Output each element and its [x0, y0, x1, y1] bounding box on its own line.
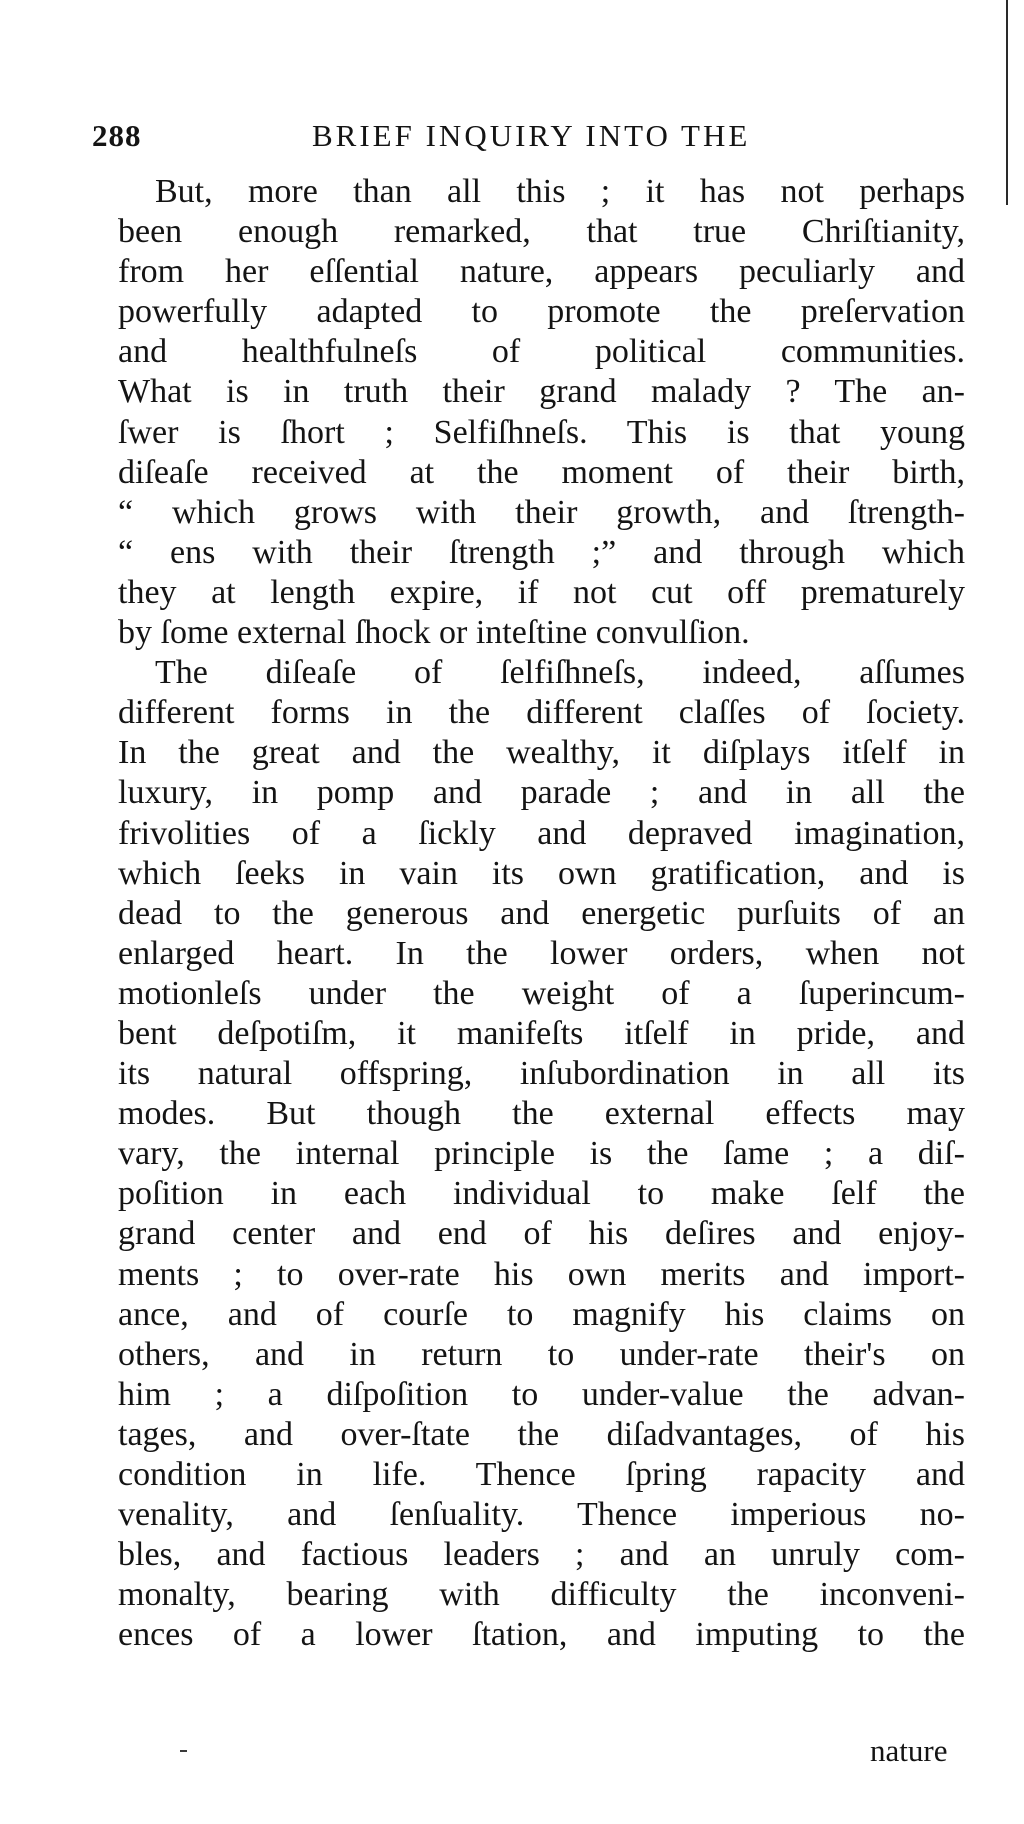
text-line: others, and in return to under-rate their's on [118, 1335, 965, 1373]
text-line: grand center and end of his deſires and enjoy- [118, 1215, 965, 1253]
text-line: ſwer is ſhort ; Selfiſhneſs. This is that young [118, 413, 965, 451]
text-line: “ ens with their ſtrength ;” and through which [118, 533, 965, 571]
text-line: by ſome external ſhock or inteſtine convulſion. [118, 614, 750, 652]
page-header [92, 118, 812, 158]
text-line: from her eſſential nature, appears peculiarly and [118, 253, 965, 291]
text-line: frivolities of a ſickly and depraved imagination, [118, 814, 965, 852]
page-number: 288 [92, 118, 142, 153]
text-line: they at length expire, if not cut off prematurely [118, 573, 965, 611]
text-line: tages, and over-ſtate the diſadvantages, of his [118, 1415, 965, 1453]
text-line: venality, and ſenſuality. Thence imperious no- [118, 1496, 965, 1534]
text-line: luxury, in pomp and parade ; and in all the [118, 774, 965, 812]
text-line: The diſeaſe of ſelfiſhneſs, indeed, aſſumes [155, 654, 965, 692]
text-line: vary, the internal principle is the ſame ; a diſ- [118, 1135, 965, 1173]
text-line: which ſeeks in vain its own gratification, and is [118, 854, 965, 892]
text-line: monalty, bearing with difficulty the inconveni- [118, 1576, 965, 1614]
text-line: bent deſpotiſm, it manifeſts itſelf in pride, and [118, 1014, 965, 1052]
text-line: “ which grows with their growth, and ſtrength- [118, 493, 965, 531]
text-line: condition in life. Thence ſpring rapacity and [118, 1456, 965, 1493]
text-line: ance, and of courſe to magnify his claims on [118, 1295, 965, 1333]
paragraph-1 [118, 172, 965, 653]
text-line: modes. But though the external effects may [118, 1095, 965, 1133]
text-line: In the great and the wealthy, it diſplays itſelf in [118, 734, 965, 772]
text-line: ences of a lower ſtation, and imputing to the [118, 1616, 965, 1654]
body-text [118, 172, 965, 1655]
text-line: its natural offspring, inſubordination in all its [118, 1055, 965, 1093]
text-line: ments ; to over-rate his own merits and import- [118, 1255, 965, 1293]
paragraph-2 [118, 653, 965, 1655]
text-line: him ; a diſpoſition to under-value the advan- [118, 1375, 965, 1413]
page-edge-line [1006, 0, 1008, 205]
text-line: and healthfulneſs of political communities. [118, 333, 965, 371]
text-line: bles, and factious leaders ; and an unruly com- [118, 1536, 965, 1574]
signature-dash [180, 1750, 187, 1752]
text-line: diſeaſe received at the moment of their birth, [118, 453, 965, 491]
catchword: nature [870, 1733, 948, 1768]
text-line: been enough remarked, that true Chriſtianity, [118, 213, 965, 251]
text-line: different forms in the different claſſes of ſociety. [118, 694, 965, 732]
text-line: powerfully adapted to promote the preſervation [118, 293, 965, 331]
text-line: But, more than all this ; it has not perhaps [155, 173, 965, 210]
text-line: What is in truth their grand malady ? The an- [118, 373, 965, 411]
text-line: dead to the generous and energetic purſuits of an [118, 894, 965, 932]
text-line: enlarged heart. In the lower orders, when not [118, 934, 965, 972]
text-line: poſition in each individual to make ſelf the [118, 1175, 965, 1213]
running-head: BRIEF INQUIRY INTO THE [312, 118, 751, 153]
text-line: motionleſs under the weight of a ſuperincum- [118, 974, 965, 1012]
